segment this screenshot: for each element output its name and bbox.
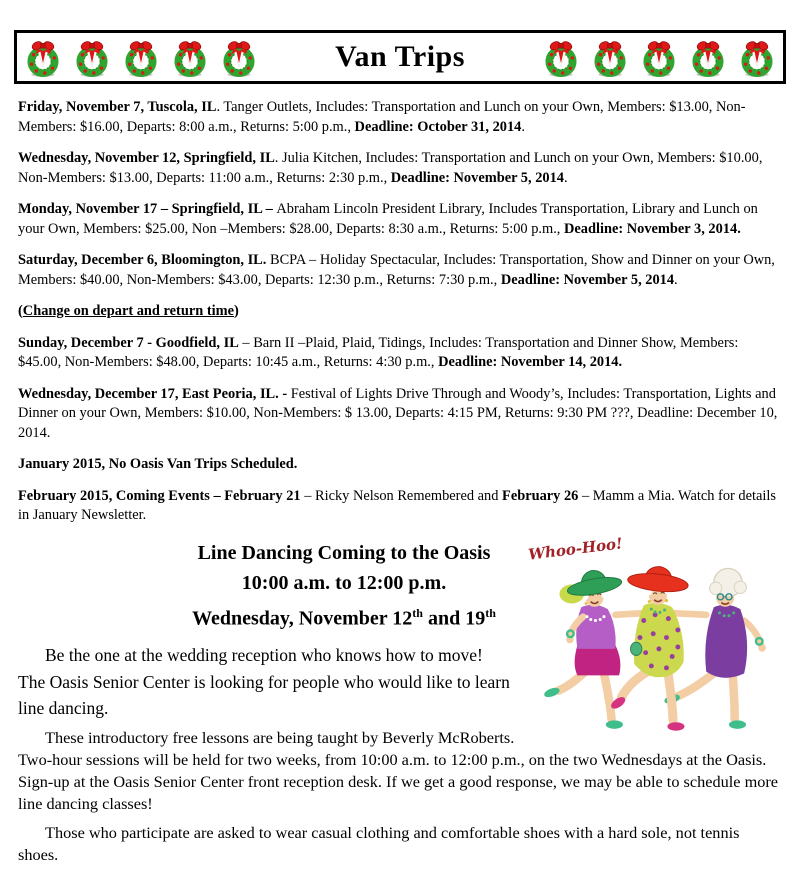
- wreath-row-left: [25, 35, 257, 79]
- lady-left-figure: [543, 565, 623, 728]
- trip-text-run: Festival of Lights Drive Through and Woody’s, Includes: Transportation, Lights and Dinner on your Own, Members: $10.00, Non-Members: $ 13.00, Departs: 4:15 PM, Returns: 9:30 PM ???, Deadline: December 10, 2014.: [18, 385, 778, 441]
- newsletter-page: [0, 30, 800, 866]
- dance-paragraph-2: The Oasis Senior Center is looking for people who would like to learn line dancing.: [18, 671, 510, 719]
- dancing-ladies-illustration: [526, 533, 782, 738]
- dance-paragraph-3: These introductory free lessons are being taught by Beverly McRoberts. Two-hour sessions will be held for two weeks, from 10:00 a.m. to 12:00 p.m., on the two Wednesdays at the Oasis. Sign-up at the Oasis Senior Center front reception desk. If we get a good response, we may be able to schedule more line dancing classes!: [18, 727, 779, 813]
- trip-text-run: .: [521, 118, 525, 135]
- wreath-row-right: [543, 35, 775, 79]
- dance-date-sup: th: [485, 605, 496, 620]
- trip-text-run: Wednesday, December 17, East Peoria, IL. -: [18, 385, 288, 402]
- christmas-wreath-icon: [592, 35, 628, 79]
- trip-text-run: Sunday, December 7 - Goodfield, IL: [18, 334, 239, 351]
- trip-text-run: February 2015, Coming Events – February 21: [18, 487, 301, 504]
- christmas-wreath-icon: [641, 35, 677, 79]
- trip-paragraph: [18, 98, 782, 137]
- trip-text-run: (: [18, 303, 23, 319]
- trip-paragraph: [18, 487, 782, 526]
- dance-paragraph-1: Be the one at the wedding reception who knows how to move!: [45, 645, 483, 666]
- trip-paragraph: [18, 200, 782, 239]
- trip-text-run: Deadline: November 3, 2014.: [564, 220, 741, 237]
- trip-text-run: .: [674, 271, 678, 288]
- christmas-wreath-icon: [172, 35, 208, 79]
- christmas-wreath-icon: [221, 35, 257, 79]
- banner-title: Van Trips: [335, 40, 465, 73]
- trip-text-run: Wednesday, November 12, Springfield, IL: [18, 150, 275, 166]
- trip-text-run: Saturday, December 6, Bloomington, IL.: [18, 252, 267, 268]
- dance-date-sup: th: [412, 605, 423, 620]
- christmas-wreath-icon: [739, 35, 775, 79]
- christmas-wreath-icon: [543, 35, 579, 79]
- dance-date-text: and 19: [422, 607, 486, 630]
- van-trips-list: [18, 98, 782, 526]
- trip-paragraph: [18, 334, 782, 373]
- dance-date-text: Wednesday, November 12: [192, 607, 413, 630]
- trip-text-run: ): [234, 303, 239, 319]
- dancing-ladies-figure: [532, 558, 782, 736]
- lady-middle-figure: [609, 563, 706, 730]
- trip-text-run: Deadline: October 31, 2014: [354, 118, 522, 135]
- trip-text-run: Deadline: November 5, 2014: [390, 169, 564, 186]
- trip-paragraph: [18, 251, 782, 290]
- christmas-wreath-icon: [690, 35, 726, 79]
- trip-paragraph: [18, 385, 782, 444]
- christmas-wreath-icon: [74, 35, 110, 79]
- trip-text-run: – Mamm a Mia. Watch for details in January Newsletter.: [18, 487, 776, 523]
- trip-text-run: January 2015, No Oasis Van Trips Scheduled.: [18, 456, 298, 472]
- trip-paragraph: [18, 149, 782, 188]
- trip-text-run: Deadline: November 5, 2014: [500, 271, 675, 288]
- van-trips-banner: [14, 30, 786, 84]
- dance-heading-time: 10:00 a.m. to 12:00 p.m.: [241, 571, 447, 594]
- trip-text-run: Friday, November 7, Tuscola, IL: [18, 99, 217, 115]
- trip-text-run: Deadline: November 14, 2014.: [438, 354, 623, 370]
- trip-text-run: – Ricky Nelson Remembered and: [300, 487, 503, 504]
- trip-text-run: February 26: [502, 487, 579, 504]
- trip-text-run: Monday, November 17 – Springfield, IL –: [18, 201, 277, 217]
- christmas-wreath-icon: [25, 35, 61, 79]
- dance-paragraph-4: Those who participate are asked to wear casual clothing and comfortable shoes with a hard sole, not tennis shoes.: [18, 822, 740, 864]
- trip-text-run: . Julia Kitchen, Includes: Transportation and Lunch on your Own, Members: $10.00, Non-Members: $13.00, Departs: 11:00 a.m., Returns: 2:30 p.m.,: [18, 150, 763, 186]
- trip-text-run: Change on depart and return time: [22, 303, 234, 319]
- trip-text-run: . Tanger Outlets, Includes: Transportation and Lunch on your Own, Members: $13.00, Non-Members: $16.00, Departs: 8:00 a.m., Returns: 5:00 p.m.,: [18, 99, 746, 135]
- dance-heading-title: Line Dancing Coming to the Oasis: [197, 541, 491, 564]
- line-dancing-section: [18, 533, 782, 866]
- trip-paragraph: [18, 455, 782, 475]
- whoo-hoo-caption: Whoo-Hoo!: [527, 533, 624, 564]
- trip-text-run: Abraham Lincoln President Library, Includes Transportation, Library and Lunch on your Own, Members: $25.00, Non –Members: $28.00, Departs: 8:30 a.m., Returns: 5:00 p.m.,: [18, 201, 758, 237]
- trip-paragraph: [18, 302, 782, 322]
- trip-text-run: BCPA – Holiday Spectacular, Includes: Transportation, Show and Dinner on your Own, Members: $40.00, Non-Members: $43.00, Departs: 12:30 p.m., Returns: 7:30 p.m.,: [18, 252, 775, 288]
- christmas-wreath-icon: [123, 35, 159, 79]
- trip-text-run: – Barn II –Plaid, Plaid, Tidings, Includes: Transportation and Dinner Show, Members: $45.00, Non-Members: $48.00, Departs: 10:45 a.m., Returns: 4:30 p.m.,: [18, 334, 739, 370]
- trip-text-run: .: [563, 169, 568, 186]
